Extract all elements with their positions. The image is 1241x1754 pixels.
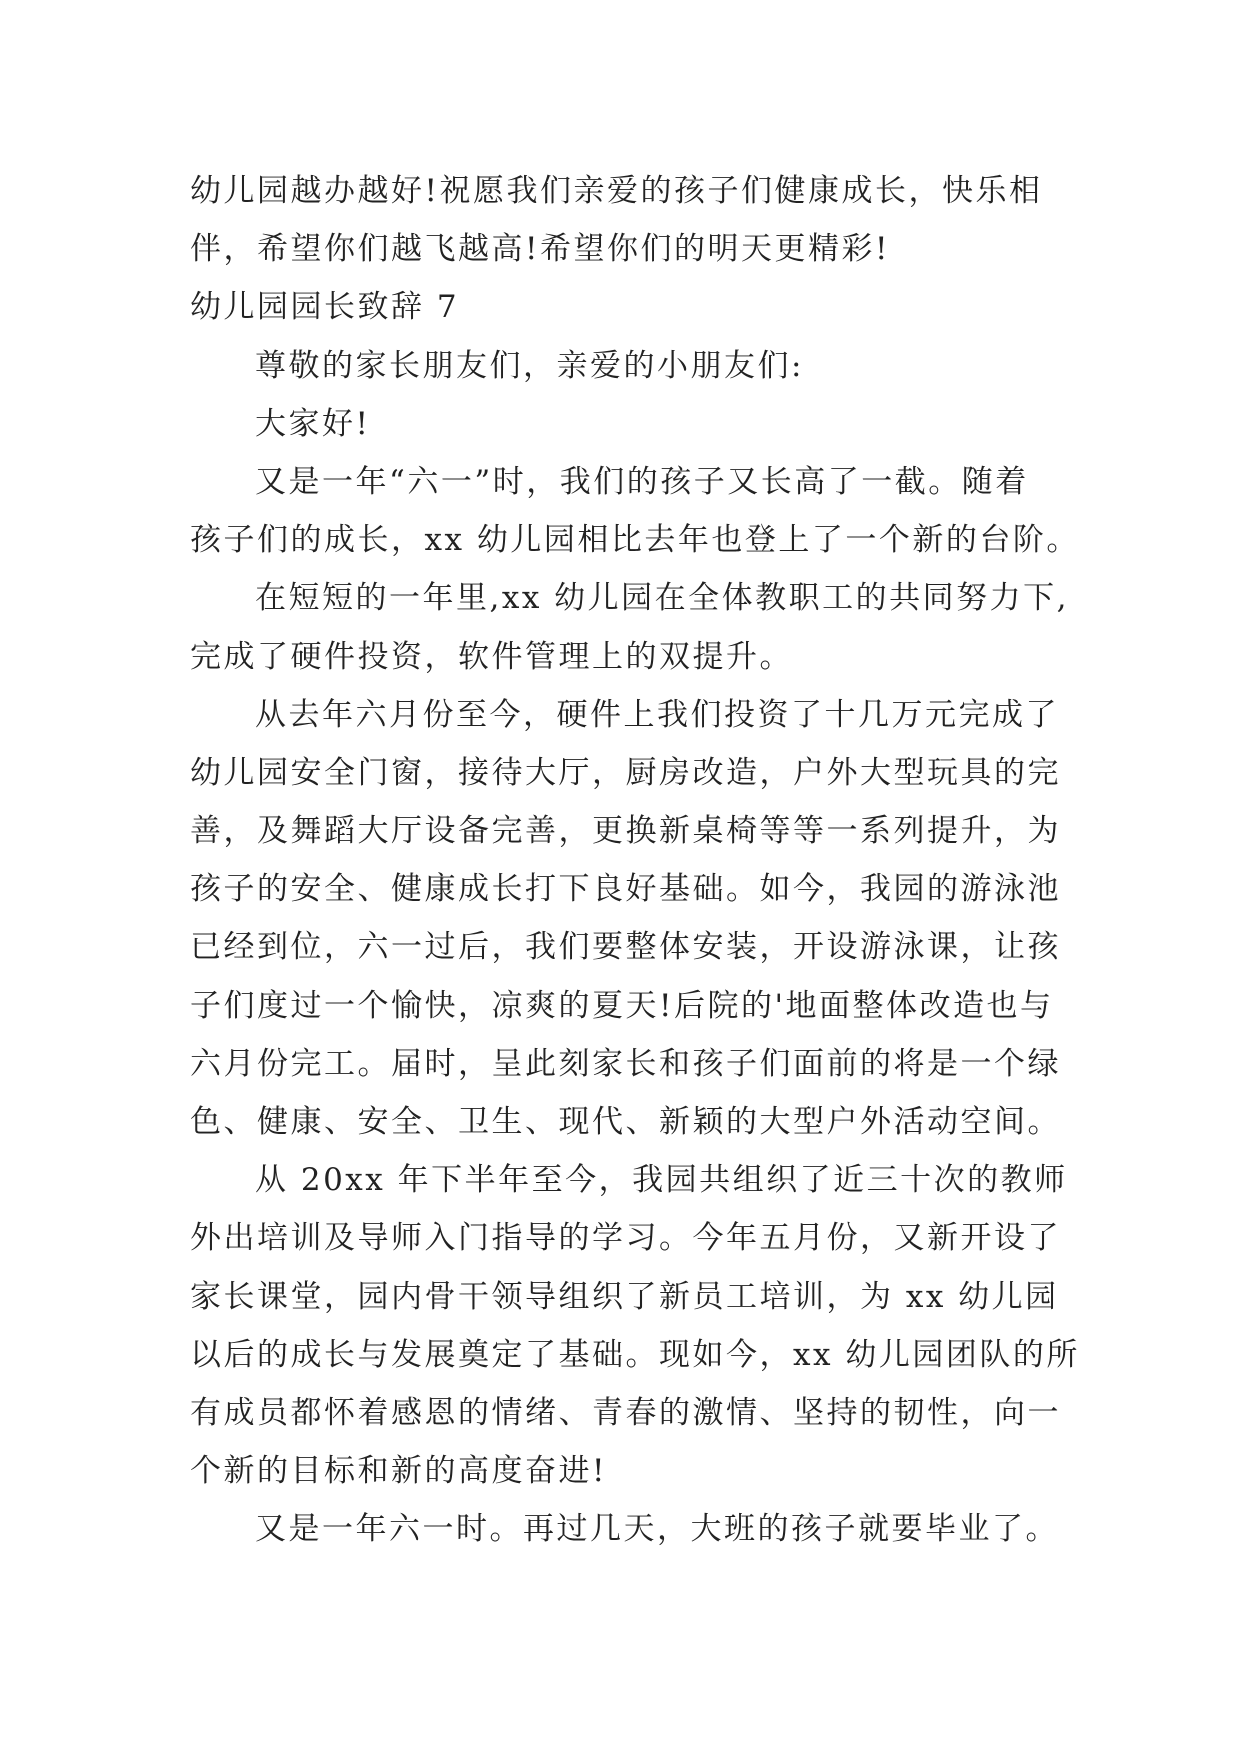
text-line-1: 幼儿园越办越好!祝愿我们亲爱的孩子们健康成长，快乐相 <box>190 173 1043 209</box>
text-line-17: 色、健康、安全、卫生、现代、新颖的大型户外活动空间。 <box>190 1104 1061 1140</box>
section-heading: 幼儿园园长致辞 7 <box>190 289 460 326</box>
text-line-6: 又是一年“六一”时，我们的孩子又长高了一截。随着 <box>255 463 1029 500</box>
text-line-21: 以后的成长与发展奠定了基础。现如今，xx 幼儿园团队的所 <box>190 1336 1080 1373</box>
text-line-8: 在短短的一年里,xx 幼儿园在全体教职工的共同努力下, <box>255 580 1070 617</box>
text-line-16: 六月份完工。届时，呈此刻家长和孩子们面前的将是一个绿 <box>190 1045 1061 1082</box>
text-line-9: 完成了硬件投资，软件管理上的双提升。 <box>190 638 793 675</box>
text-line-24: 又是一年六一时。再过几天，大班的孩子就要毕业了。 <box>255 1511 1059 1548</box>
text-line-10: 从去年六月份至今，硬件上我们投资了十几万元完成了 <box>255 696 1059 733</box>
text-line-2: 伴，希望你们越飞越高!希望你们的明天更精彩! <box>190 231 890 268</box>
text-line-18: 从 20xx 年下半年至今，我园共组织了近三十次的教师 <box>255 1162 1068 1199</box>
text-line-15: 子们度过一个愉快，凉爽的夏天!后院的'地面整体改造也与 <box>190 987 1054 1024</box>
greeting: 大家好! <box>255 405 371 442</box>
salutation: 尊敬的家长朋友们，亲爱的小朋友们: <box>255 347 804 384</box>
text-line-13: 孩子的安全、健康成长打下良好基础。如今，我园的游泳池 <box>190 871 1061 908</box>
text-line-12: 善，及舞蹈大厅设备完善，更换新桌椅等等一系列提升，为 <box>190 813 1061 850</box>
text-line-22: 有成员都怀着感恩的情绪、青春的激情、坚持的韧性，向一 <box>190 1394 1061 1431</box>
text-line-19: 外出培训及导师入门指导的学习。今年五月份，又新开设了 <box>190 1220 1061 1257</box>
text-line-11: 幼儿园安全门窗，接待大厅，厨房改造，户外大型玩具的完 <box>190 754 1061 791</box>
text-line-20: 家长课堂，园内骨干领导组织了新员工培训，为 xx 幼儿园 <box>190 1278 1059 1315</box>
text-line-14: 已经到位，六一过后，我们要整体安装，开设游泳课，让孩 <box>190 929 1061 966</box>
text-line-23: 个新的目标和新的高度奋进! <box>190 1453 607 1490</box>
text-line-7: 孩子们的成长，xx 幼儿园相比去年也登上了一个新的台阶。 <box>190 522 1080 559</box>
document-body <box>190 162 1090 1559</box>
